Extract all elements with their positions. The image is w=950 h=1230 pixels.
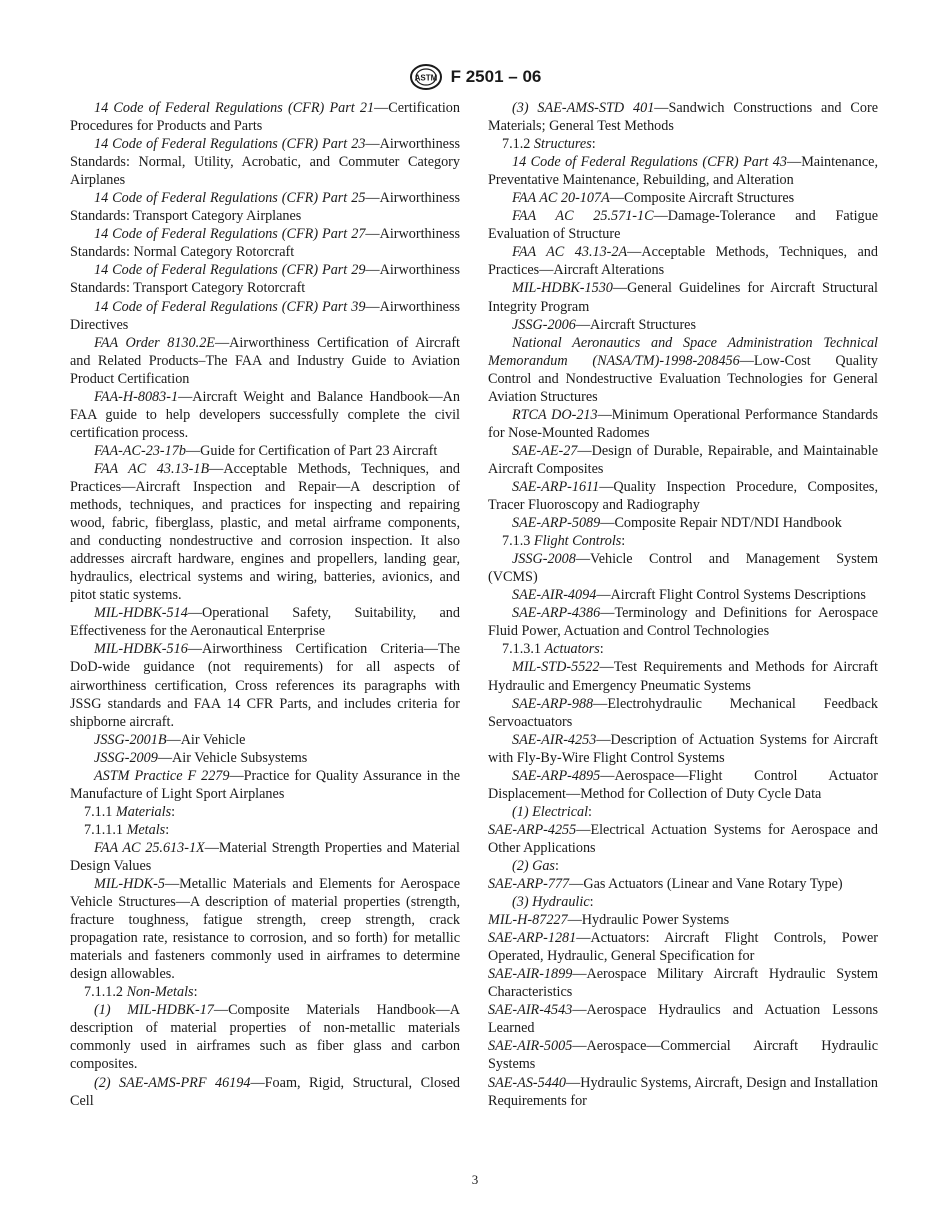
reference-entry <box>70 298 460 334</box>
citation: ASTM Practice F 2279 <box>94 767 230 784</box>
citation: SAE-ARP-4255 <box>488 821 577 838</box>
reference-entry <box>488 731 878 767</box>
description: —Airworthiness Directives <box>70 298 460 333</box>
citation: SAE-ARP-777 <box>488 876 570 893</box>
reference-entry <box>70 875 460 983</box>
description: —Airworthiness Standards: Normal Category Rotorcraft <box>70 226 460 261</box>
section-number: 7.1.1 <box>84 803 116 820</box>
citation: MIL-HDBK-516 <box>94 641 188 658</box>
description: —Airworthiness Standards: Normal, Utility, Acrobatic, and Commuter Category Airplanes <box>70 136 460 189</box>
citation: SAE-AIR-4253 <box>512 731 597 748</box>
reference-entry <box>488 586 878 604</box>
reference-entry <box>70 388 460 442</box>
citation: (1) MIL-HDBK-17 <box>94 1002 214 1019</box>
reference-entry <box>488 803 878 821</box>
citation: MIL-HDBK-514 <box>94 605 188 622</box>
left-column <box>70 99 460 1110</box>
description: —Design of Durable, Repairable, and Maintainable Aircraft Composites <box>488 442 878 477</box>
description: —Damage-Tolerance and Fatigue Evaluation of Structure <box>488 208 878 243</box>
section-number: 7.1.2 <box>502 136 534 153</box>
reference-entry <box>488 1074 878 1110</box>
citation: (3) SAE-AMS-STD 401 <box>512 100 655 116</box>
citation: FAA AC 20-107A <box>512 190 610 207</box>
citation: Structures <box>533 136 592 153</box>
reference-entry <box>488 135 878 153</box>
citation: 14 Code of Federal Regulations (CFR) Part 21 <box>94 100 375 116</box>
reference-entry <box>70 261 460 297</box>
description: —Maintenance, Preventative Maintenance, Rebuilding, and Alteration <box>488 154 878 189</box>
description: —Quality Inspection Procedure, Composites, Tracer Fluoroscopy and Radiography <box>488 478 878 514</box>
reference-entry <box>70 839 460 875</box>
description: —Composite Aircraft Structures <box>609 190 795 207</box>
reference-entry <box>488 911 878 929</box>
section-number: 7.1.3.1 <box>502 641 545 658</box>
description: —Certification Procedures for Products and Parts <box>70 100 460 135</box>
citation: SAE-AIR-1899 <box>488 966 573 983</box>
description: —Foam, Rigid, Structural, Closed Cell <box>70 1074 460 1109</box>
citation: Non-Metals <box>126 984 194 1001</box>
reference-entry <box>488 243 878 279</box>
citation: 14 Code of Federal Regulations (CFR) Part 29 <box>94 262 366 279</box>
description: : <box>589 894 594 911</box>
description: —Material Strength Properties and Material Design Values <box>70 839 460 874</box>
page-header <box>0 62 950 92</box>
description: —Composite Materials Handbook—A description of material properties of non-metallic materials commonly used in airframes such as fiber glass and carbon composites. <box>70 1002 460 1073</box>
description: —Aerospace—Commercial Aircraft Hydraulic Systems <box>488 1038 878 1073</box>
citation: Metals <box>126 821 166 838</box>
citation: SAE-AIR-4094 <box>512 587 597 604</box>
reference-entry <box>70 460 460 604</box>
description: —Low-Cost Quality Control and Nondestructive Evaluation Technologies for General Aviation Structures <box>488 352 878 405</box>
description: —Airworthiness Standards: Transport Category Rotorcraft <box>70 262 460 297</box>
reference-entry <box>488 550 878 586</box>
citation: SAE-ARP-4386 <box>512 605 601 622</box>
reference-entry <box>488 604 878 640</box>
reference-entry <box>70 821 460 839</box>
reference-entry <box>488 316 878 334</box>
citation: Materials <box>115 803 172 820</box>
reference-entry <box>488 965 878 1001</box>
citation: SAE-ARP-4895 <box>512 767 601 784</box>
description: —Air Vehicle <box>166 731 246 748</box>
citation: MIL-HDBK-1530 <box>512 280 613 297</box>
right-column <box>488 99 878 1110</box>
reference-entry <box>488 658 878 694</box>
citation: MIL-HDK-5 <box>94 876 165 893</box>
citation: (2) SAE-AMS-PRF 46194 <box>94 1074 251 1091</box>
citation: SAE-ARP-988 <box>512 695 594 712</box>
reference-entry <box>70 189 460 225</box>
citation: SAE-AS-5440 <box>488 1074 567 1091</box>
description: : <box>599 641 604 658</box>
reference-entry <box>488 767 878 803</box>
reference-entry <box>488 334 878 406</box>
description: —Electrohydraulic Mechanical Feedback Servoactuators <box>488 695 878 730</box>
citation: SAE-AE-27 <box>512 442 578 459</box>
page-number: 3 <box>471 1172 479 1187</box>
logo-text: ASTM <box>414 73 437 83</box>
citation: SAE-ARP-1281 <box>488 930 577 947</box>
description: : <box>621 533 626 550</box>
reference-entry <box>488 1037 878 1073</box>
description: —Airworthiness Standards: Transport Category Airplanes <box>70 190 460 225</box>
citation: FAA AC 43.13-2A <box>512 244 628 261</box>
citation: FAA-AC-23-17b <box>94 442 186 459</box>
citation: RTCA DO-213 <box>512 406 598 423</box>
reference-entry <box>488 893 878 911</box>
citation: 14 Code of Federal Regulations (CFR) Part 27 <box>94 226 366 243</box>
reference-entry <box>488 1001 878 1037</box>
reference-entry <box>488 532 878 550</box>
reference-entry <box>488 929 878 965</box>
reference-entry <box>70 749 460 767</box>
reference-entry <box>70 225 460 261</box>
reference-entry <box>488 279 878 315</box>
description: —Metallic Materials and Elements for Aerospace Vehicle Structures—A description of material properties (strength, fracture toughness, fatigue strength, creep strength, crack propagation rate, resistance to corrosion, and so forth) for metallic materials and fasteners commonly used in airframes to determine design allowables. <box>70 876 460 983</box>
reference-entry <box>488 857 878 875</box>
description: —Guide for Certification of Part 23 Aircraft <box>185 442 438 459</box>
document-id: F 2501 – 06 <box>450 67 542 86</box>
citation: (2) Gas <box>512 857 555 874</box>
description: : <box>165 821 170 838</box>
citation: (3) Hydraulic <box>512 894 590 911</box>
description: —Aerospace—Flight Control Actuator Displacement—Method for Collection of Duty Cycle Data <box>488 767 878 802</box>
description: —Hydraulic Power Systems <box>567 912 730 929</box>
description: : <box>171 803 176 820</box>
description: : <box>588 803 592 820</box>
citation: National Aeronautics and Space Administration Technical Memorandum (NASA/TM)-1998-208456 <box>488 334 878 369</box>
description: —General Guidelines for Aircraft Structural Integrity Program <box>488 280 878 315</box>
description: —Actuators: Aircraft Flight Controls, Power Operated, Hydraulic, General Specification for <box>488 930 878 965</box>
reference-entry <box>70 1001 460 1073</box>
reference-entry <box>488 442 878 478</box>
reference-entry <box>70 442 460 460</box>
description: —Vehicle Control and Management System (VCMS) <box>488 551 878 586</box>
citation: JSSG-2001B <box>94 731 167 748</box>
description: —Aerospace Hydraulics and Actuation Lessons Learned <box>488 1002 878 1037</box>
description: : <box>591 136 596 153</box>
reference-entry <box>70 731 460 749</box>
description: —Air Vehicle Subsystems <box>157 749 308 766</box>
citation: FAA AC 25.571-1C <box>512 208 654 225</box>
description: —Operational Safety, Suitability, and Effectiveness for the Aeronautical Enterprise <box>70 605 460 640</box>
description: —Minimum Operational Performance Standards for Nose-Mounted Radomes <box>488 406 878 441</box>
citation: FAA AC 25.613-1X <box>94 839 205 856</box>
reference-entry <box>70 99 460 135</box>
description: —Acceptable Methods, Techniques, and Practices—Aircraft Alterations <box>488 244 878 279</box>
citation: Actuators <box>544 641 600 658</box>
astm-logo-icon <box>409 63 443 91</box>
citation: FAA-H-8083-1 <box>94 388 179 405</box>
reference-entry <box>70 767 460 803</box>
citation: (1) Electrical <box>512 803 589 820</box>
citation: SAE-AIR-5005 <box>488 1038 573 1055</box>
reference-entry <box>488 189 878 207</box>
reference-entry <box>488 478 878 514</box>
citation: Flight Controls <box>533 533 622 550</box>
reference-entry <box>70 1074 460 1110</box>
description: —Sandwich Constructions and Core Materials; General Test Methods <box>488 100 878 135</box>
reference-entry <box>488 99 878 135</box>
reference-entry <box>488 406 878 442</box>
description: —Description of Actuation Systems for Aircraft with Fly-By-Wire Flight Control Systems <box>488 731 878 766</box>
description: —Aerospace Military Aircraft Hydraulic System Characteristics <box>488 966 878 1001</box>
description: —Aircraft Structures <box>575 316 697 333</box>
reference-entry <box>488 640 878 658</box>
reference-entry <box>70 640 460 730</box>
reference-entry <box>70 803 460 821</box>
reference-entry <box>70 604 460 640</box>
citation: FAA Order 8130.2E <box>94 334 215 351</box>
description: —Aircraft Flight Control Systems Descriptions <box>596 587 866 604</box>
citation: JSSG-2008 <box>512 551 576 568</box>
description: : <box>554 857 559 874</box>
description: —Hydraulic Systems, Aircraft, Design and Installation Requirements for <box>488 1074 878 1109</box>
description: —Test Requirements and Methods for Aircraft Hydraulic and Emergency Pneumatic Systems <box>488 659 878 694</box>
section-number: 7.1.3 <box>502 533 534 550</box>
description: —Electrical Actuation Systems for Aerospace and Other Applications <box>488 821 878 856</box>
citation: SAE-ARP-1611 <box>512 478 600 495</box>
reference-entry <box>488 875 878 893</box>
reference-entry <box>488 514 878 532</box>
description: —Acceptable Methods, Techniques, and Practices—Aircraft Inspection and Repair—A description of methods, techniques, and practices for inspecting and repairing wood, fabric, fiberglass, plastic, and metal airframe components, and conducting nondestructive and corrosion inspection. It also addresses aircraft hardware, engines and propellers, landing gear, hydraulics, electrical systems and wiring, batteries, avionics, and pitot static systems. <box>70 460 460 604</box>
citation: 14 Code of Federal Regulations (CFR) Part 25 <box>94 190 366 207</box>
citation: FAA AC 43.13-1B <box>94 460 210 477</box>
citation: MIL-H-87227 <box>488 912 568 929</box>
description: —Practice for Quality Assurance in the Manufacture of Light Sport Airplanes <box>70 767 460 802</box>
citation: MIL-STD-5522 <box>512 659 600 676</box>
reference-entry <box>488 153 878 189</box>
description: —Composite Repair NDT/NDI Handbook <box>600 515 842 532</box>
citation: SAE-ARP-5089 <box>512 515 601 532</box>
description: —Terminology and Definitions for Aerospace Fluid Power, Actuation and Control Technologies <box>488 605 878 640</box>
description: —Airworthiness Certification of Aircraft and Related Products–The FAA and Industry Guide to Aviation Product Certification <box>70 334 460 387</box>
citation: JSSG-2009 <box>94 749 158 766</box>
citation: 14 Code of Federal Regulations (CFR) Part 39 <box>94 298 366 315</box>
reference-entry <box>70 983 460 1001</box>
citation: SAE-AIR-4543 <box>488 1002 573 1019</box>
reference-entry <box>70 135 460 189</box>
section-number: 7.1.1.2 <box>84 984 127 1001</box>
reference-entry <box>488 207 878 243</box>
reference-entry <box>488 695 878 731</box>
description: —Gas Actuators (Linear and Vane Rotary Type) <box>569 876 843 893</box>
description: —Airworthiness Certification Criteria—The DoD-wide guidance (not requirements) for all aspects of airworthiness certification, Cross references its paragraphs with JSSG standards and FAA 14 CFR Parts, and includes criteria for shipborne aircraft. <box>70 641 460 730</box>
description: —Aircraft Weight and Balance Handbook—An FAA guide to help developers successfully complete the civil certification process. <box>70 388 460 441</box>
citation: 14 Code of Federal Regulations (CFR) Part 43 <box>512 154 787 171</box>
description: : <box>193 984 198 1001</box>
reference-entry <box>70 334 460 388</box>
citation: 14 Code of Federal Regulations (CFR) Part 23 <box>94 136 366 153</box>
citation: JSSG-2006 <box>512 316 576 333</box>
reference-entry <box>488 821 878 857</box>
section-number: 7.1.1.1 <box>84 821 127 838</box>
